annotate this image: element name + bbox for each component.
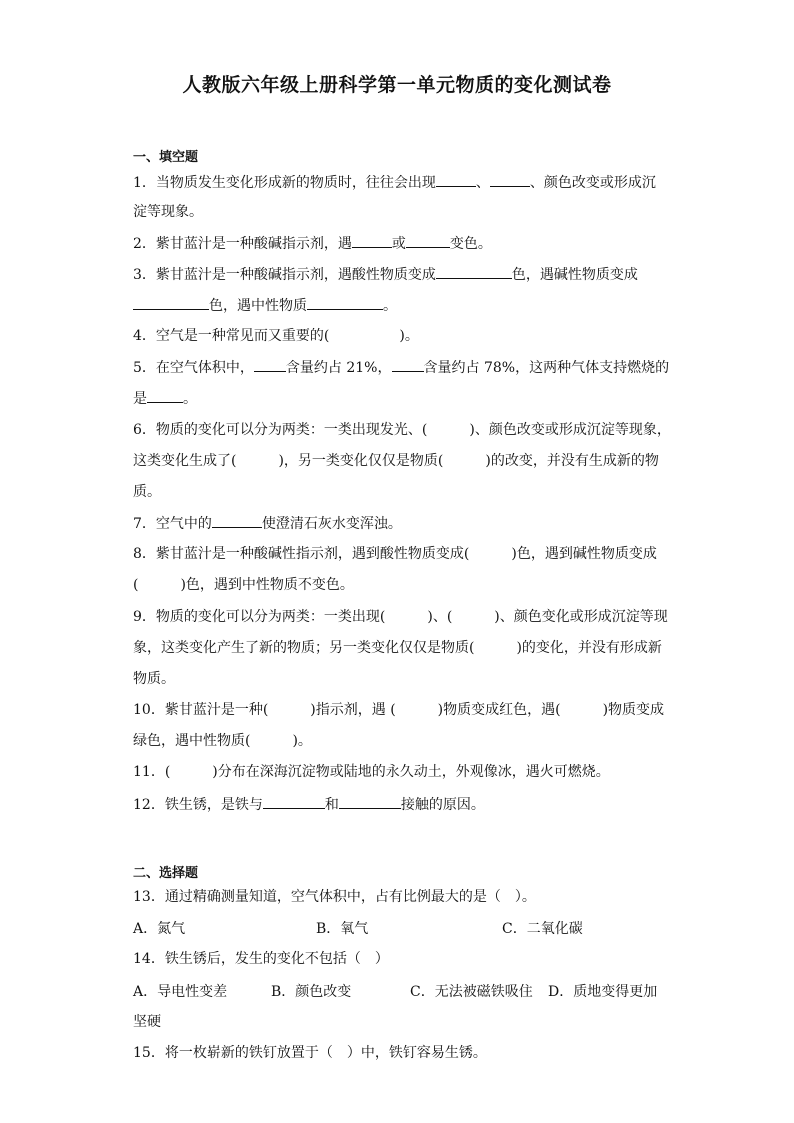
answer-blank[interactable] [263, 794, 325, 809]
question-text: 使澄清石灰水变浑浊。 [261, 516, 402, 532]
question-5-line-2 [133, 388, 197, 409]
question-14-option-c[interactable]: C．无法被磁铁吸住 [410, 984, 533, 1000]
question-9-line-1: 9．物质的变化可以分为两类：一类出现( )、( )、颜色变化或形成沉淀等现 [133, 609, 668, 625]
question-text: 5．在空气体积中， [133, 360, 254, 376]
answer-blank[interactable] [339, 794, 401, 809]
question-text: 。 [183, 391, 197, 407]
question-text: 色，遇碱性物质变成 [511, 267, 638, 283]
question-text: 12．铁生锈，是铁与 [133, 797, 263, 813]
question-4: 4．空气是一种常见而又重要的( )。 [133, 328, 419, 344]
answer-blank[interactable] [212, 513, 262, 528]
question-13-option-c[interactable]: C．二氧化碳 [502, 921, 583, 937]
question-14-option-a[interactable]: A．导电性变差 [133, 984, 228, 1000]
question-text: 含量约占 21%， [285, 360, 392, 376]
section-choice-heading: 二、选择题 [133, 866, 199, 881]
question-1-line-1 [133, 172, 656, 193]
question-7 [133, 513, 402, 534]
answer-blank[interactable] [307, 295, 383, 310]
question-14: 14．铁生锈后，发生的变化不包括（ ） [133, 951, 389, 967]
question-3-line-1 [133, 264, 638, 285]
page-title: 人教版六年级上册科学第一单元物质的变化测试卷 [182, 74, 612, 96]
question-9-line-3: 物质。 [133, 671, 175, 687]
question-text: 7．空气中的 [133, 516, 212, 532]
question-5-line-1 [133, 357, 669, 378]
question-14-option-b[interactable]: B．颜色改变 [271, 984, 352, 1000]
answer-blank[interactable] [436, 172, 476, 187]
answer-blank[interactable] [147, 388, 183, 403]
question-13-option-b[interactable]: B．氧气 [316, 921, 369, 937]
question-3-line-2 [133, 295, 397, 316]
question-text: 含量约占 78%，这两种气体支持燃烧的 [423, 360, 670, 376]
question-text: 或 [391, 236, 406, 252]
answer-blank[interactable] [352, 233, 392, 248]
question-9-line-2: 象，这类变化产生了新的物质；另一类变化仅仅是物质( )的变化，并没有形成新 [133, 640, 662, 656]
question-12 [133, 794, 485, 815]
answer-blank[interactable] [254, 357, 286, 372]
question-text: 接触的原因。 [400, 797, 485, 813]
question-14-option-d[interactable]: D．质地变得更加 [548, 984, 658, 1000]
question-text: 、颜色改变或形成沉 [529, 175, 656, 191]
question-2 [133, 233, 492, 254]
question-10-line-1: 10．紫甘蓝汁是一种( )指示剂，遇 ( )物质变成红色，遇( )物质变成 [133, 702, 665, 718]
question-text: 2．紫甘蓝汁是一种酸碱指示剂，遇 [133, 236, 352, 252]
answer-blank[interactable] [436, 264, 512, 279]
question-1-line-2: 淀等现象。 [133, 204, 203, 220]
question-text: 变色。 [449, 236, 492, 252]
question-8-line-2: ( )色，遇到中性物质不变色。 [133, 577, 354, 593]
question-8-line-1: 8．紫甘蓝汁是一种酸碱性指示剂，遇到酸性物质变成( )色，遇到碱性物质变成 [133, 546, 657, 562]
question-text: 色，遇中性物质 [209, 298, 307, 314]
question-text: 、 [475, 175, 490, 191]
question-text: 1．当物质发生变化形成新的物质时，往往会出现 [133, 175, 436, 191]
question-6-line-2: 这类变化生成了( )，另一类变化仅仅是物质( )的改变，并没有生成新的物 [133, 453, 659, 469]
question-text: 和 [324, 797, 339, 813]
question-10-line-2: 绿色，遇中性物质( )。 [133, 733, 312, 749]
question-14-option-d-continued: 坚硬 [133, 1014, 161, 1030]
question-text: 3．紫甘蓝汁是一种酸碱指示剂，遇酸性物质变成 [133, 267, 436, 283]
answer-blank[interactable] [133, 295, 209, 310]
answer-blank[interactable] [490, 172, 530, 187]
section-fill-blank-heading: 一、填空题 [133, 150, 199, 165]
question-13: 13．通过精确测量知道，空气体积中，占有比例最大的是（ ）。 [133, 889, 536, 905]
question-15: 15．将一枚崭新的铁钉放置于（ ）中，铁钉容易生锈。 [133, 1045, 487, 1061]
answer-blank[interactable] [406, 233, 450, 248]
question-13-option-a[interactable]: A．氮气 [133, 921, 186, 937]
question-11: 11．( )分布在深海沉淀物或陆地的永久动土，外观像冰，遇火可燃烧。 [133, 764, 610, 780]
question-text: 是 [133, 391, 147, 407]
question-text: 。 [383, 298, 397, 314]
question-6-line-1: 6．物质的变化可以分为两类：一类出现发光、( )、颜色改变或形成沉淀等现象， [133, 422, 671, 438]
question-6-line-3: 质。 [133, 484, 161, 500]
answer-blank[interactable] [392, 357, 424, 372]
